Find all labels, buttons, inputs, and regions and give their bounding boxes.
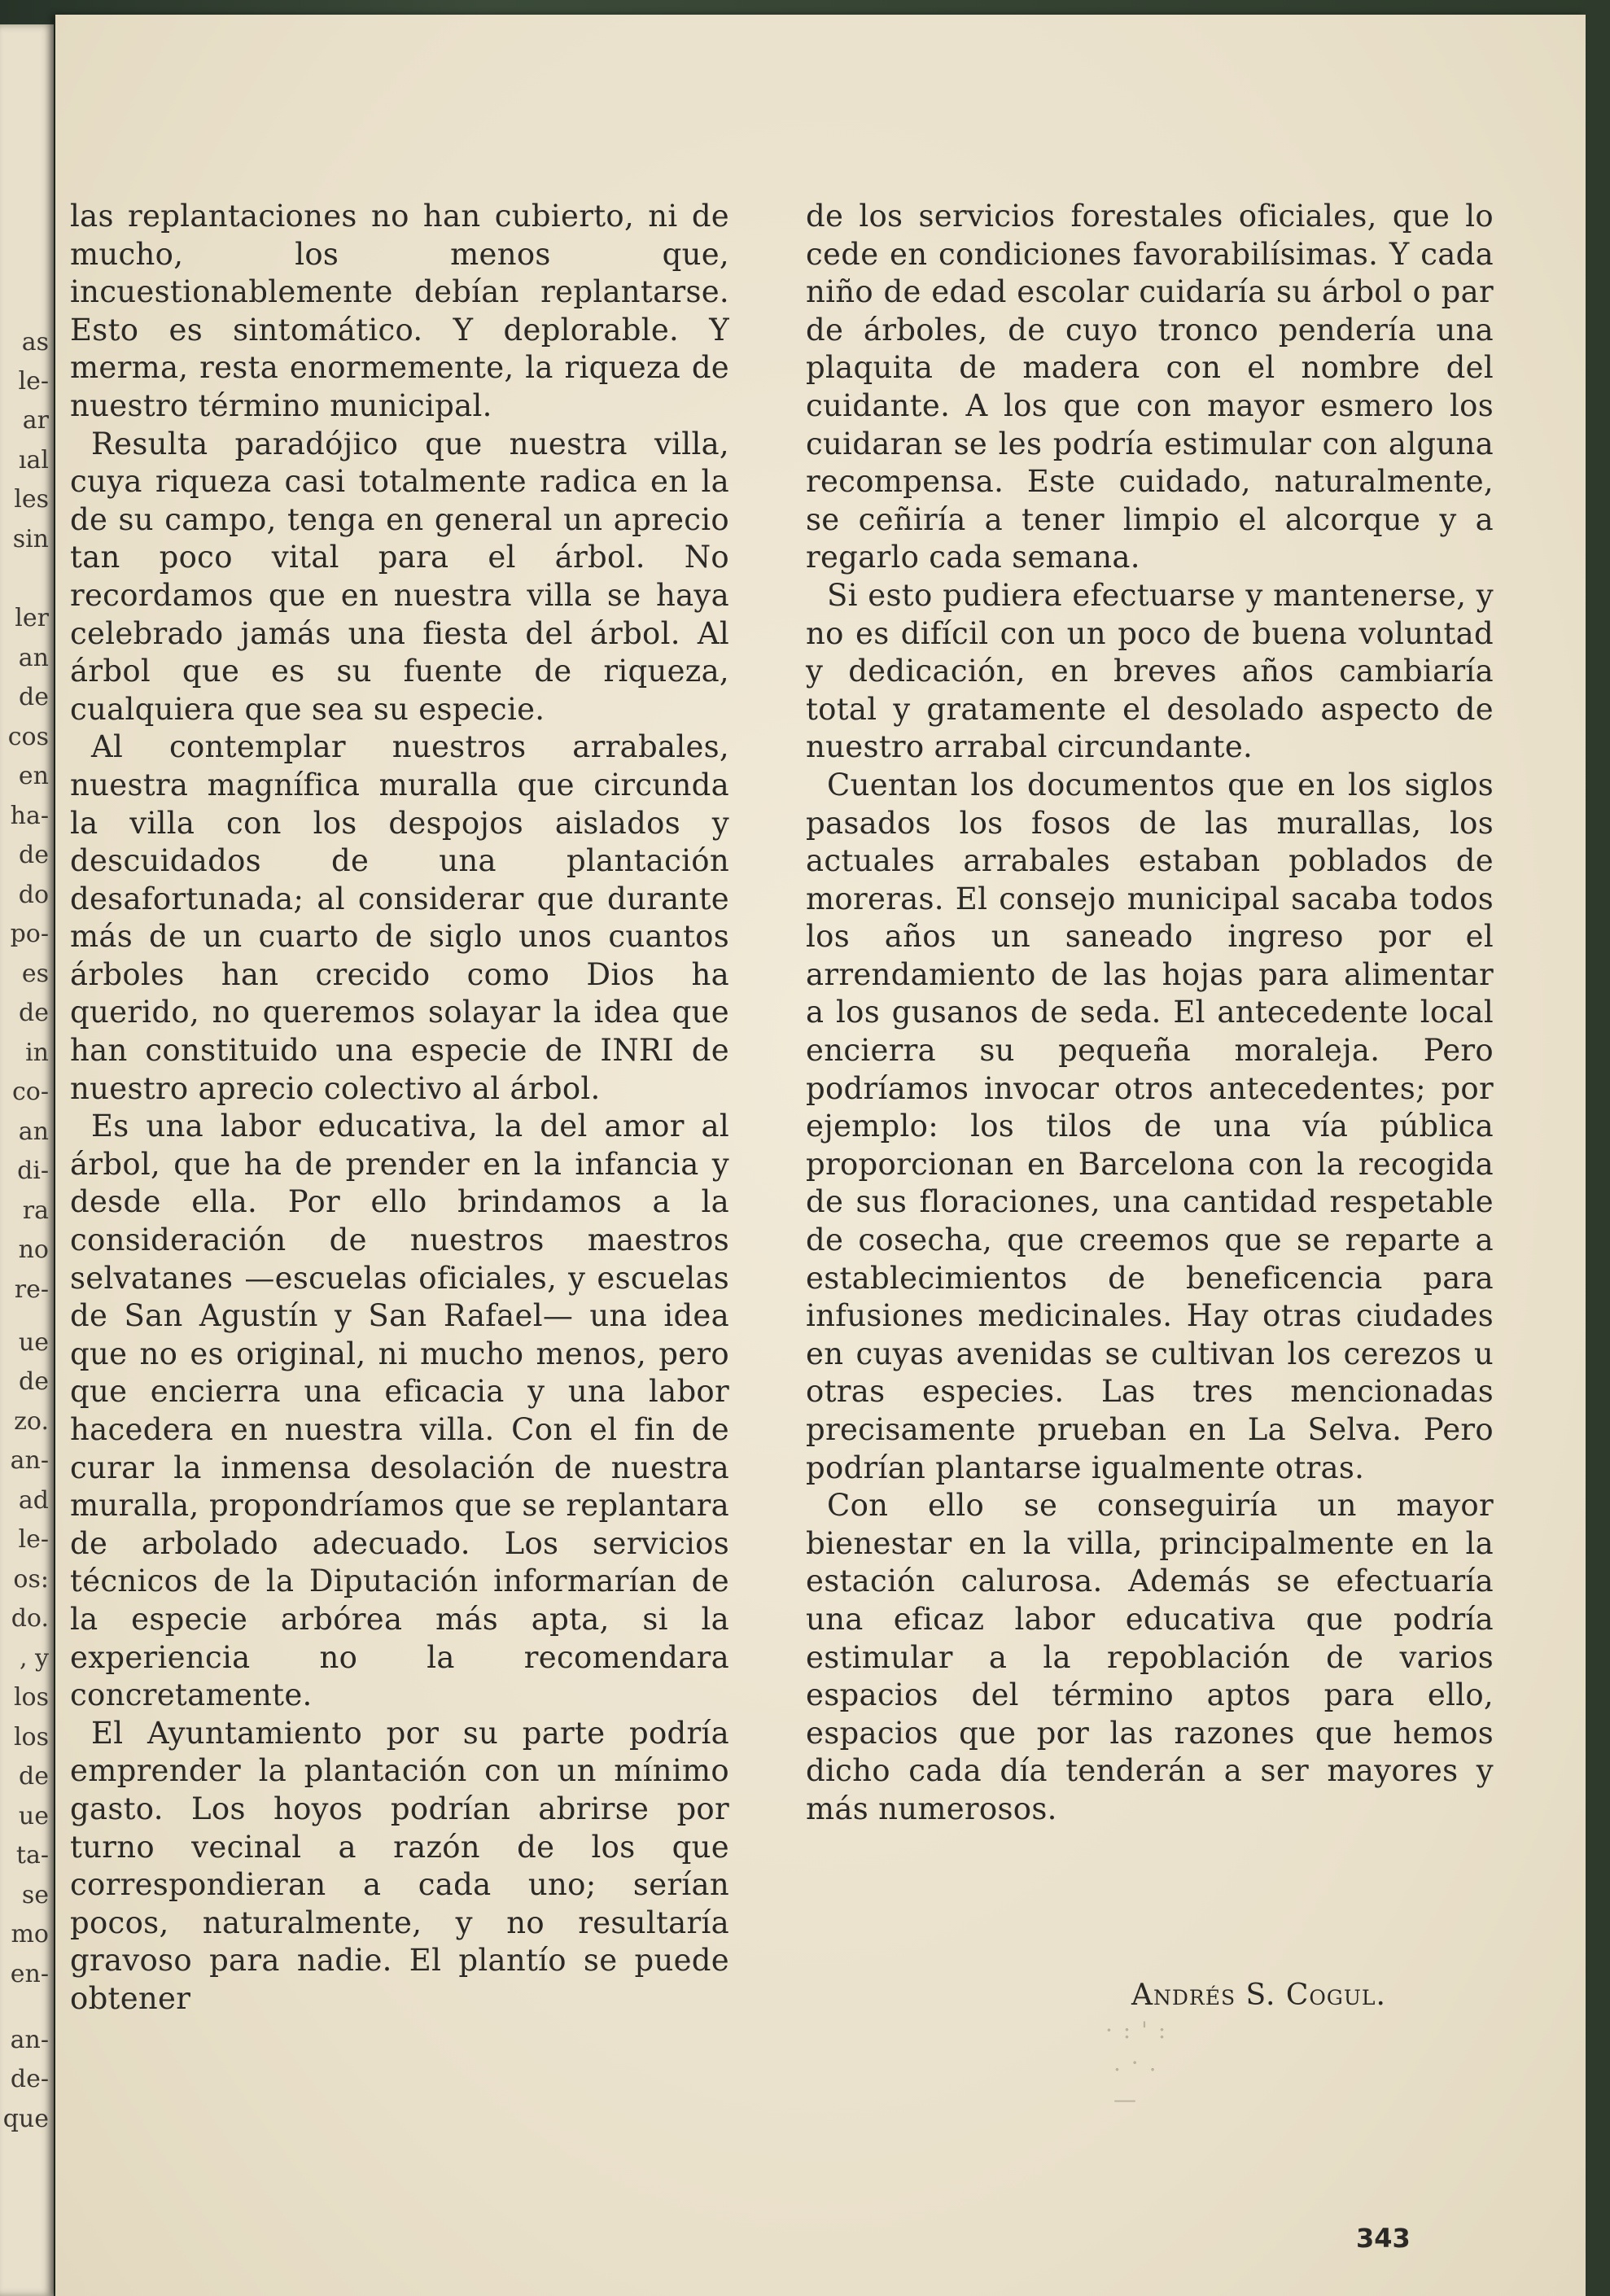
previous-page-fragment: os: [13,1565,49,1594]
previous-page-fragment: no [18,1235,49,1264]
previous-page-fragment: sin [12,525,49,553]
previous-page-fragment: ad [18,1486,49,1515]
left-text-column [70,198,729,2018]
previous-page-fragment: que [2,2105,49,2133]
article-paragraph: Es una labor educativa, la del amor al árbol, que ha de prender en la infancia y desde ella. Por ello brindamos a la consideración de nuestros maestros selvatanes —escuelas oficiales, y escuelas de San Agustín y San Rafael— una idea que no es original, ni mucho menos, pero que encierra una eficacia y una labor hacedera en nuestra villa. Con el fin de curar la inmensa desolación de nuestra muralla, propondríamos que se replantara de arbolado adecuado. Los servicios técnicos de la Diputación informarían de la especie arbórea más apta, si la experiencia no la recomendara concretamente. [70,1109,729,1713]
previous-page-fragment: de [19,683,49,711]
previous-page-fragment: an- [10,2026,49,2054]
previous-page-fragment: los [13,1723,49,1752]
article-paragraph: Cuentan los documentos que en los siglos pasados los fosos de las murallas, los actuales arrabales estaban poblados de moreras. El consejo municipal sacaba todos los años un saneado ingreso por el arrendamiento de las hojas para alimentar a los gusanos de seda. El antecedente local encierra su pequeña moraleja. Pero podríamos invocar otros antecedentes; por ejemplo: los tilos de una vía pública proporcionan en Barcelona con la recogida de sus floraciones, una cantidad respetable de cosecha, que creemos que se reparte a establecimientos de beneficencia para infusiones medicinales. Hay otras ciudades en cuyas avenidas se cultivan los cerezos u otras especies. Las tres mencionadas precisamente prueban en La Selva. Pero podrían plantarse igualmente otras. [806,767,1494,1485]
ink-smudge: — [1113,2086,1138,2113]
previous-page-edge [0,24,54,2296]
right-text-column [806,198,1494,1829]
previous-page-fragment: do. [11,1604,49,1633]
previous-page-fragment: ue [18,1328,49,1357]
ink-smudge: · : ' : [1105,2017,1168,2044]
previous-page-fragment: los [13,1683,49,1712]
previous-page-fragment: , y [19,1644,49,1673]
previous-page-fragment: de- [10,2065,49,2093]
previous-page-fragment: ler [15,604,49,632]
previous-page-fragment: cos [7,723,49,751]
previous-page-fragment: co- [12,1078,49,1106]
previous-page-fragment: de [19,841,49,869]
document-page [55,15,1586,2296]
page-number: 343 [1356,2223,1411,2254]
previous-page-fragment: mo [11,1920,49,1948]
ink-smudge: . · . [1113,2049,1158,2076]
previous-page-fragment: le- [18,1525,49,1554]
article-paragraph: de los servicios forestales oficiales, que lo cede en condiciones favorabilísimas. Y cada niño de edad escolar cuidaría su árbol o par de árboles, de cuyo tronco pendería una plaquita de madera con el nombre del cuidante. A los que con mayor esmero los cuidaran se les podría estimular con alguna recompensa. Este cuidado, naturalmente, se ceñiría a tener limpio el alcorque y a regarlo cada semana. [806,199,1494,575]
article-paragraph: Si esto pudiera efectuarse y mantenerse, y no es difícil con un poco de buena voluntad y dedicación, en breves años cambiaría total y gratamente el desolado aspecto de nuestro arrabal circundante. [806,577,1494,765]
previous-page-fragment: ar [22,406,49,435]
previous-page-fragment: de [19,999,49,1027]
previous-page-fragment: an- [10,1446,49,1475]
previous-page-fragment: di- [17,1157,49,1185]
previous-page-fragment: en- [10,1960,49,1988]
previous-page-fragment: le- [18,367,49,396]
previous-page-fragment: po- [10,920,49,948]
previous-page-fragment: ha- [10,802,49,830]
previous-page-fragment: do [18,881,49,909]
previous-page-fragment: in [25,1039,49,1067]
previous-page-fragment: en [18,762,49,790]
previous-page-fragment: ue [18,1802,49,1830]
previous-page-fragment: an [18,644,49,672]
previous-page-fragment: se [21,1881,49,1909]
previous-page-fragment: zo. [14,1407,49,1436]
article-paragraph: Con ello se conseguiría un mayor bienestar en la villa, principalmente en la estación calurosa. Además se efectuaría una eficaz labor educativa que podría estimular a la repoblación de varios espacios del término aptos para ello, espacios que por las razones que hemos dicho cada día tenderán a ser mayores y más numerosos. [806,1488,1494,1826]
previous-page-fragment: as [21,328,49,356]
article-paragraph: Resulta paradójico que nuestra villa, cuya riqueza casi totalmente radica en la de su campo, tenga en general un aprecio tan poco vital para el árbol. No recordamos que en nuestra villa se haya celebrado jamás una fiesta del árbol. Al árbol que es su fuente de riqueza, cualquiera que sea su especie. [70,426,729,727]
article-paragraph: El Ayuntamiento por su parte podría emprender la plantación con un mínimo gasto. Los hoyos podrían abrirse por turno vecinal a razón de los que correspondieran a cada uno; serían pocos, naturalmente, y no resultaría gravoso para nadie. El plantío se puede obtener [70,1715,729,2016]
previous-page-fragment: es [21,960,49,988]
previous-page-fragment: de [19,1367,49,1396]
previous-page-fragment: ıal [18,446,49,475]
previous-page-fragment: ta- [15,1841,49,1870]
article-paragraph: las replantaciones no han cubierto, ni de mucho, los menos que, incuestionablemente debían replantarse. Esto es sintomático. Y deplorable. Y merma, resta enormemente, la riqueza de nuestro término municipal. [70,199,729,423]
previous-page-fragment: ra [22,1196,49,1225]
previous-page-fragment: les [14,485,49,514]
author-signature: Andrés S. Cogul. [1131,1979,1386,2012]
previous-page-fragment: de [19,1762,49,1791]
article-paragraph: Al contemplar nuestros arrabales, nuestra magnífica muralla que circunda la villa con los despojos aislados y descuidados de una plantación desafortunada; al considerar que durante más de un cuarto de siglo unos cuantos árboles han crecido como Dios ha querido, no queremos solayar la idea que han constituido una especie de INRI de nuestro aprecio colectivo al árbol. [70,729,729,1106]
previous-page-fragment: re- [14,1275,49,1304]
previous-page-fragment: an [18,1117,49,1146]
